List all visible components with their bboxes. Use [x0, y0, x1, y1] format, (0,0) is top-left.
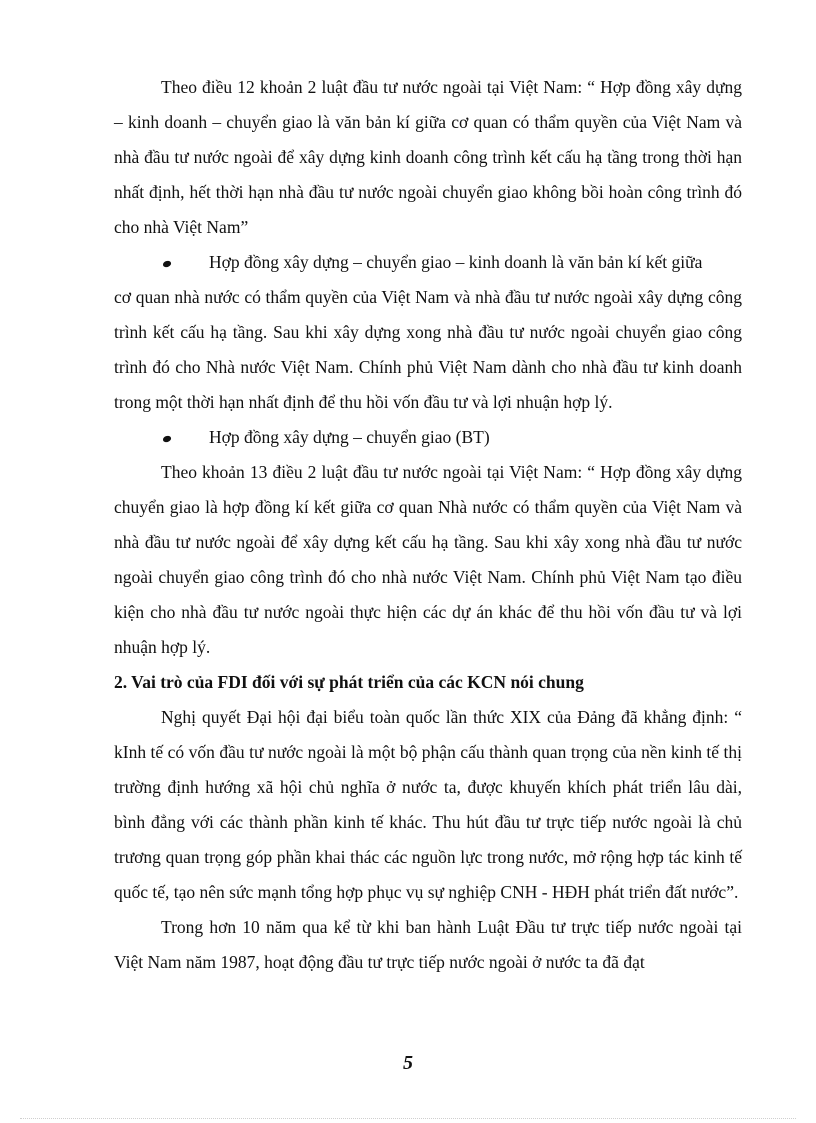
- paragraph-bto-definition: cơ quan nhà nước có thẩm quyền của Việt Nam và nhà đầu tư nước ngoài xây dựng công trình kết cấu hạ tầng. Sau khi xây dựng xong nhà đầu tư nước ngoài chuyển giao công trình đó cho Nhà nước Việt Nam. Chính phủ Việt Nam dành cho nhà đầu tư kinh doanh trong một thời hạn nhất định để thu hồi vốn đầu tư và lợi nhuận hợp lý.: [114, 287, 742, 412]
- document-body: [114, 70, 742, 980]
- paragraph-fdi-history: Trong hơn 10 năm qua kể từ khi ban hành Luật Đầu tư trực tiếp nước ngoài tại Việt Nam năm 1987, hoạt động đầu tư trực tiếp nước ngoài ở nước ta đã đạt: [114, 917, 742, 972]
- page-number: 5: [403, 1052, 413, 1074]
- bullet-dot-icon: [114, 245, 209, 280]
- paragraph-resolution: Nghị quyết Đại hội đại biểu toàn quốc lần thức XIX của Đảng đã khẳng định: “ kInh tế có vốn đầu tư nước ngoài là một bộ phận cấu thành quan trọng của nền kinh tế thị trường định hướng xã hội chủ nghĩa ở nước ta, được khuyến khích phát triển lâu dài, bình đẳng với các thành phần kinh tế khác. Thu hút đầu tư trực tiếp nước ngoài là chủ trương quan trọng góp phần khai thác các nguồn lực trong nước, mở rộng hợp tác kinh tế quốc tế, tạo nên sức mạnh tổng hợp phục vụ sự nghiệp CNH - HĐH phát triển đất nước”.: [114, 707, 742, 902]
- section-heading: 2. Vai trò của FDI đối với sự phát triển của các KCN nói chung: [114, 672, 584, 692]
- bullet-bt: [114, 420, 742, 455]
- paragraph-bot-definition: Theo điều 12 khoản 2 luật đầu tư nước ngoài tại Việt Nam: “ Hợp đồng xây dựng – kinh doanh – chuyển giao là văn bản kí giữa cơ quan có thẩm quyền của Việt Nam và nhà đầu tư nước ngoài để xây dựng kinh doanh công trình kết cấu hạ tầng trong thời hạn nhất định, hết thời hạn nhà đầu tư nước ngoài chuyển giao không bồi hoàn công trình đó cho nhà Việt Nam”: [114, 77, 742, 237]
- paragraph-bt-definition: Theo khoản 13 điều 2 luật đầu tư nước ngoài tại Việt Nam: “ Hợp đồng xây dựng chuyển giao là hợp đồng kí kết giữa cơ quan Nhà nước có thẩm quyền của Việt Nam và nhà đầu tư nước ngoài để xây dựng kết cấu hạ tầng. Sau khi xây xong nhà đầu tư nước ngoài chuyển giao công trình đó cho nhà nước Việt Nam. Chính phủ Việt Nam tạo điều kiện cho nhà đầu tư nước ngoài thực hiện các dự án khác để thu hồi vốn đầu tư và lợi nhuận hợp lý.: [114, 462, 742, 657]
- bullet-dot-icon: [114, 420, 209, 455]
- bullet-bto: [114, 245, 742, 280]
- bullet-bto-text: Hợp đồng xây dựng – chuyển giao – kinh doanh là văn bản kí kết giữa: [209, 252, 703, 272]
- bullet-bt-text: Hợp đồng xây dựng – chuyển giao (BT): [209, 427, 490, 447]
- footer-divider: [20, 1118, 796, 1119]
